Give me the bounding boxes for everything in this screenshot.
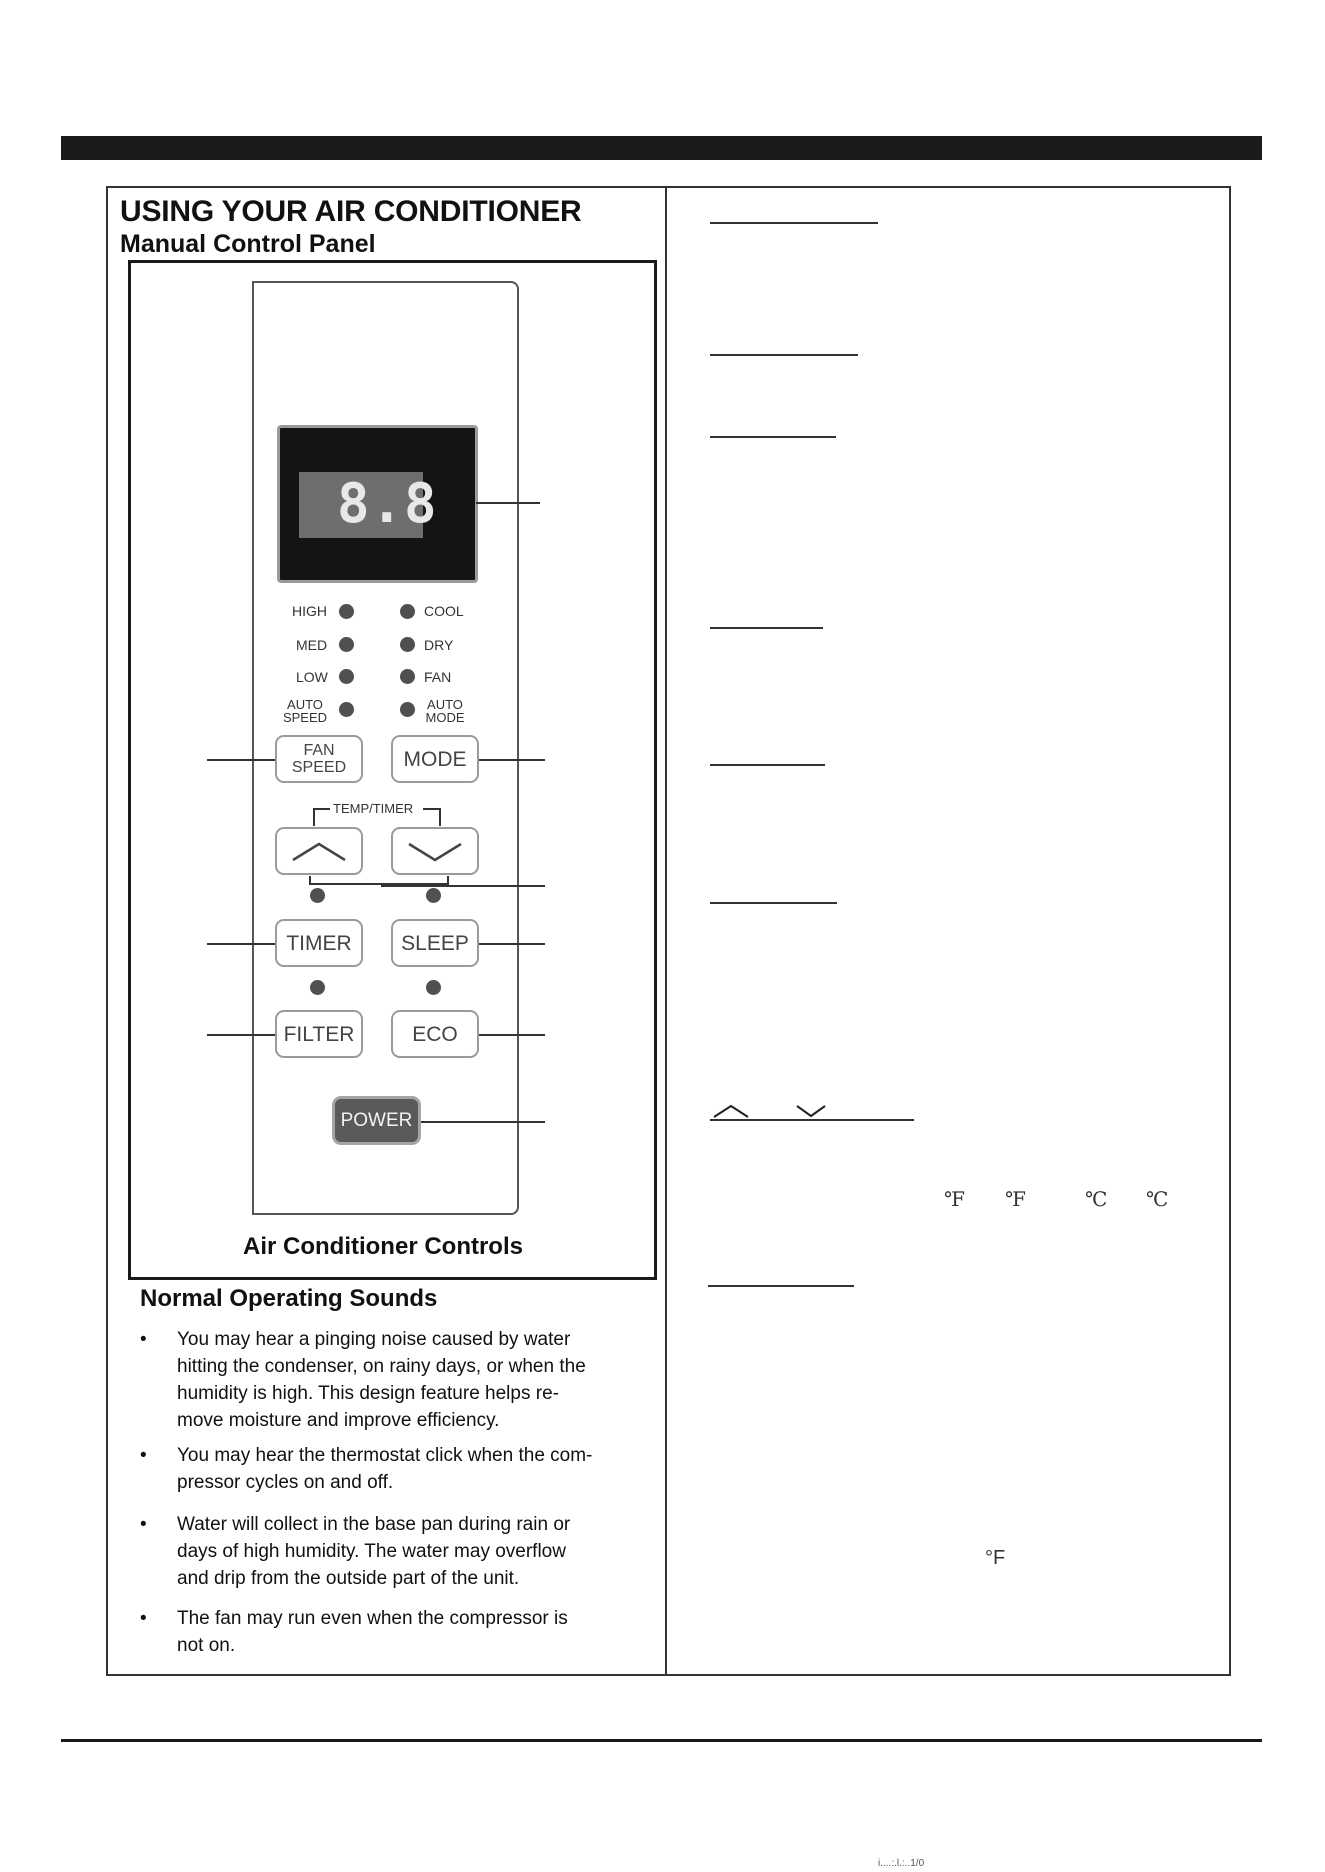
page-subtitle: Manual Control Panel bbox=[120, 230, 376, 258]
callout-line-fan-speed bbox=[207, 759, 275, 761]
callout-line-eco bbox=[479, 1034, 545, 1036]
indicator-dot-med bbox=[339, 637, 354, 652]
display-readout: 8.8 bbox=[337, 472, 438, 535]
filter-button[interactable]: FILTER bbox=[275, 1010, 363, 1058]
temp-down-button[interactable] bbox=[391, 827, 479, 875]
indicator-dot-dry bbox=[400, 637, 415, 652]
sleep-button[interactable]: SLEEP bbox=[391, 919, 479, 967]
section-underline-8 bbox=[708, 1285, 854, 1287]
timer-button[interactable]: TIMER bbox=[275, 919, 363, 967]
section-underline-3 bbox=[710, 436, 836, 438]
indicator-label-dry: DRY bbox=[424, 637, 454, 653]
header-bar bbox=[61, 136, 1262, 160]
bullet-icon: • bbox=[140, 1329, 147, 1350]
indicator-dot-auto-speed bbox=[339, 702, 354, 717]
callout-line-power bbox=[421, 1121, 545, 1123]
page-title: USING YOUR AIR CONDITIONER bbox=[120, 195, 582, 228]
indicator-label-cool: COOL bbox=[424, 603, 464, 619]
eco-button[interactable]: ECO bbox=[391, 1010, 479, 1058]
power-button[interactable]: POWER bbox=[332, 1096, 421, 1145]
section-underline-7 bbox=[710, 1119, 914, 1121]
indicator-label-med: MED bbox=[296, 637, 328, 653]
bullet-icon: • bbox=[140, 1445, 147, 1466]
callout-line-temp-timer bbox=[381, 885, 545, 887]
led-display bbox=[277, 425, 478, 583]
indicator-dot-auto-mode bbox=[400, 702, 415, 717]
fan-speed-button[interactable]: FAN SPEED bbox=[275, 735, 363, 783]
indicator-label-auto-mode: AUTO MODE bbox=[425, 697, 465, 725]
fahrenheit-symbol-2: ℉ bbox=[1005, 1187, 1026, 1211]
footer-rule bbox=[61, 1739, 1262, 1742]
filter-indicator-dot bbox=[310, 980, 325, 995]
section-underline-5 bbox=[710, 764, 825, 766]
celsius-symbol-1: ℃ bbox=[1085, 1187, 1108, 1211]
chevron-down-icon bbox=[405, 838, 465, 864]
section-underline-4 bbox=[710, 627, 823, 629]
sleep-indicator-dot bbox=[426, 888, 441, 903]
celsius-symbol-2: ℃ bbox=[1146, 1187, 1169, 1211]
bullet-icon: • bbox=[140, 1514, 147, 1535]
callout-line-sleep bbox=[479, 943, 545, 945]
indicator-dot-high bbox=[339, 604, 354, 619]
temp-bracket-left bbox=[313, 808, 315, 826]
display-window bbox=[299, 472, 438, 538]
timer-indicator-dot bbox=[310, 888, 325, 903]
bullet-icon: • bbox=[140, 1608, 147, 1629]
temp-bracket-left-top bbox=[313, 808, 330, 810]
indicator-label-auto-speed: AUTO SPEED bbox=[282, 697, 328, 725]
temp-bracket-right-top bbox=[423, 808, 440, 810]
indicator-label-low: LOW bbox=[296, 669, 328, 685]
fahrenheit-symbol-3: °F bbox=[985, 1547, 1006, 1569]
indicator-dot-low bbox=[339, 669, 354, 684]
section-underline-1 bbox=[710, 222, 878, 224]
temp-timer-label: TEMP/TIMER bbox=[333, 801, 414, 816]
section-underline-2 bbox=[710, 354, 858, 356]
fahrenheit-symbol-1: ℉ bbox=[944, 1187, 965, 1211]
callout-line-timer bbox=[207, 943, 275, 945]
mode-button[interactable]: MODE bbox=[391, 735, 479, 783]
sounds-heading: Normal Operating Sounds bbox=[140, 1285, 438, 1312]
chevron-up-icon bbox=[289, 838, 349, 864]
callout-line-display bbox=[476, 502, 540, 504]
panel-caption: Air Conditioner Controls bbox=[243, 1233, 523, 1260]
indicator-dot-fan bbox=[400, 669, 415, 684]
temp-bracket-right bbox=[439, 808, 441, 826]
temp-up-button[interactable] bbox=[275, 827, 363, 875]
right-column-frame bbox=[667, 186, 1231, 1676]
eco-indicator-dot bbox=[426, 980, 441, 995]
indicator-label-high: HIGH bbox=[292, 603, 327, 619]
footer-fragment: i....:.l.:..1/0 bbox=[878, 1858, 925, 1869]
callout-line-filter bbox=[207, 1034, 275, 1036]
indicator-dot-cool bbox=[400, 604, 415, 619]
indicator-label-fan: FAN bbox=[424, 669, 452, 685]
section-underline-6 bbox=[710, 902, 837, 904]
callout-line-mode bbox=[479, 759, 545, 761]
